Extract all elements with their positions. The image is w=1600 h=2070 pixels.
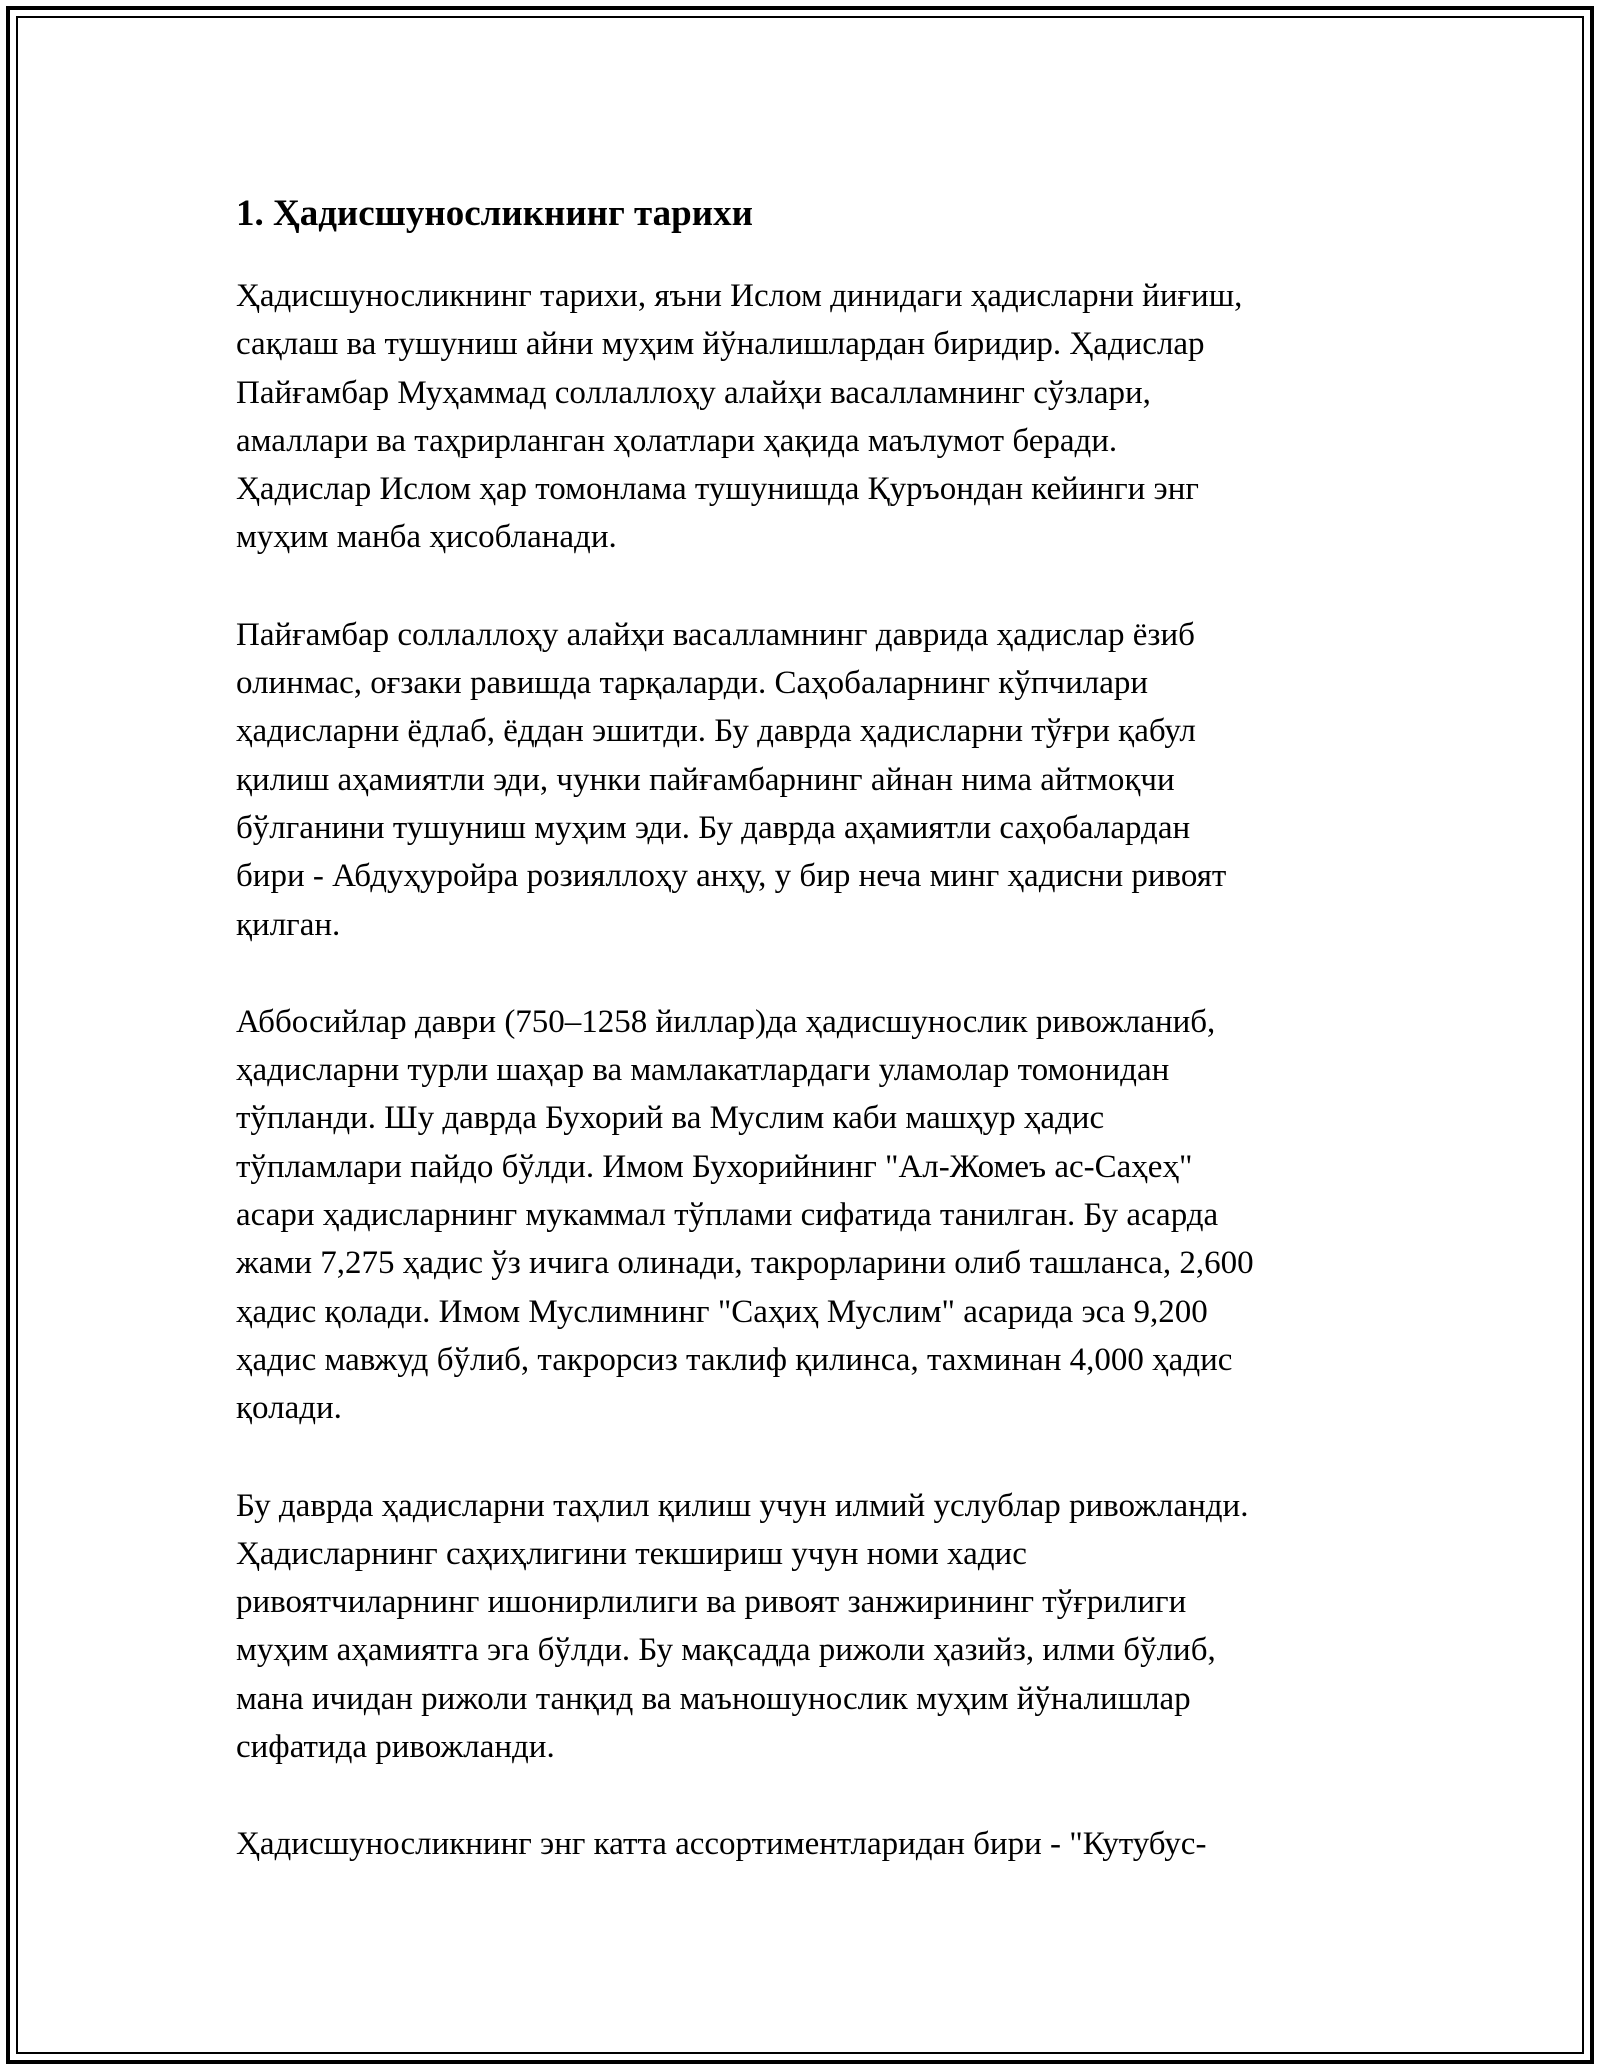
text-line: Ҳадисларнинг саҳиҳлигини текшириш учун номи хадис	[236, 1535, 1027, 1572]
paragraph-1	[236, 272, 1386, 562]
text-line: ҳадисларни ёдлаб, ёддан эшитди. Бу даврда ҳадисларни тўғри қабул	[236, 713, 1196, 750]
text-line: бўлганини тушуниш муҳим эди. Бу даврда аҳамиятли саҳобалардан	[236, 809, 1191, 846]
text-line: муҳим манба ҳисобланади.	[236, 519, 617, 556]
text-line: мана ичидан рижоли танқид ва маъношунослик муҳим йўналишлар	[236, 1680, 1191, 1717]
paragraph-3	[236, 998, 1386, 1433]
text-line: Пайғамбар соллаллоҳу алайҳи васалламнинг даврида ҳадислар ёзиб	[236, 616, 1195, 653]
text-line: сақлаш ва тушуниш айни муҳим йўналишлардан биридир. Ҳадислар	[236, 326, 1205, 363]
text-line: Бу даврда ҳадисларни таҳлил қилиш учун илмий услублар ривожланди.	[236, 1487, 1249, 1524]
text-line: амаллари ва таҳрирланган ҳолатлари ҳақида маълумот беради.	[236, 422, 1118, 459]
paragraph-4	[236, 1482, 1386, 1772]
paragraph-2	[236, 611, 1386, 949]
document-body	[236, 186, 1386, 1918]
paragraph-5	[236, 1820, 1386, 1868]
text-line: қолади.	[236, 1390, 342, 1427]
text-line: асари ҳадисларнинг мукаммал тўплами сифатида танилган. Бу асарда	[236, 1197, 1219, 1234]
text-line: қилган.	[236, 906, 341, 943]
text-line: Пайғамбар Муҳаммад соллаллоҳу алайҳи васалламнинг сўзлари,	[236, 374, 1151, 411]
text-line: Аббосийлар даври (750–1258 йиллар)да ҳадисшунослик ривожланиб,	[236, 1003, 1216, 1040]
text-line: Ҳадисшуносликнинг тарихи, яъни Ислом динидаги ҳадисларни йиғиш,	[236, 278, 1243, 314]
section-heading: 1. Ҳадисшуносликнинг тарихи	[236, 193, 753, 234]
text-line: ҳадис мавжуд бўлиб, такрорсиз таклиф қилинса, тахминан 4,000 ҳадис	[236, 1341, 1233, 1378]
text-line: тўпламлари пайдо бўлди. Имом Бухорийнинг "Ал-Жомеъ ас-Саҳеҳ"	[236, 1148, 1193, 1185]
text-line: сифатида ривожланди.	[236, 1729, 555, 1766]
text-line: Ҳадисшуносликнинг энг катта ассортиментларидан бири - "Кутубус-	[236, 1826, 1207, 1863]
text-line: ҳадисларни турли шаҳар ва мамлакатлардаги уламолар томонидан	[236, 1052, 1170, 1089]
text-line: жами 7,275 ҳадис ўз ичига олинади, такрорларини олиб ташланса, 2,600	[236, 1245, 1254, 1282]
text-line: муҳим аҳамиятга эга бўлди. Бу мақсадда рижоли ҳазийз, илми бўлиб,	[236, 1632, 1216, 1669]
text-line: бири - Абдуҳуройра розияллоҳу анҳу, у бир неча минг ҳадисни ривоят	[236, 858, 1227, 895]
text-line: тўпланди. Шу даврда Бухорий ва Муслим каби машҳур ҳадис	[236, 1100, 1105, 1137]
text-line: ривоятчиларнинг ишонирлилиги ва ривоят занжирининг тўғрилиги	[236, 1584, 1187, 1621]
text-line: қилиш аҳамиятли эди, чунки пайғамбарнинг айнан нима айтмоқчи	[236, 761, 1175, 798]
text-line: олинмас, оғзаки равишда тарқаларди. Саҳобаларнинг кўпчилари	[236, 665, 1149, 702]
text-line: Ҳадислар Ислом ҳар томонлама тушунишда Қуръондан кейинги энг	[236, 471, 1199, 508]
text-line: ҳадис қолади. Имом Муслимнинг "Саҳиҳ Муслим" асарида эса 9,200	[236, 1293, 1208, 1330]
